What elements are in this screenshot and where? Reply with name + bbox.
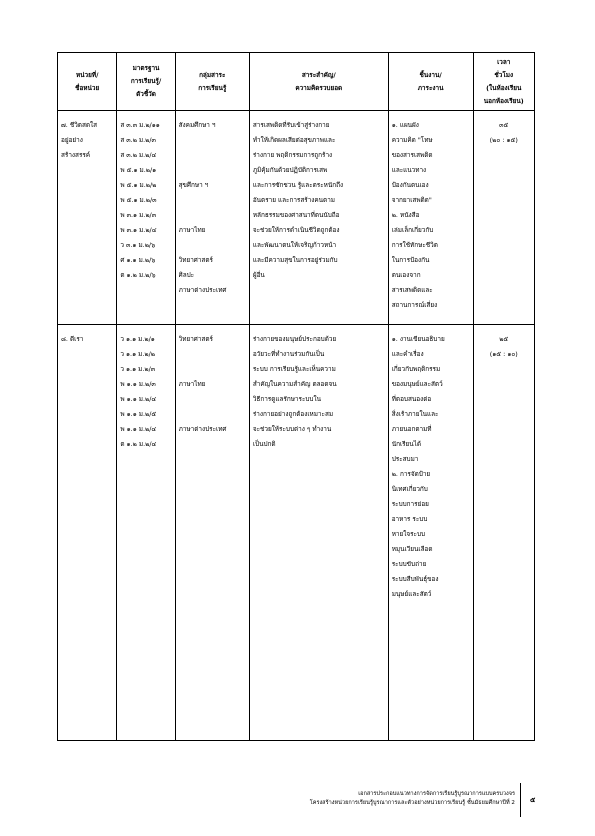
cell-line: ส ๓.๓ ม.๒/๑๑ <box>120 121 160 129</box>
cell-line <box>179 347 246 362</box>
cell-line: สร้างสรรค์ <box>61 151 91 159</box>
cell-line: และพัฒนาตนให้เจริญก้าวหน้า <box>252 241 337 249</box>
cell-line: อาหาร ระบบ <box>391 515 428 523</box>
cell-line: สถานการณ์เสี่ยง <box>391 301 438 309</box>
cell-line: สิ่งเร้าภายในและ <box>391 410 439 418</box>
cell-line: นิเทศเกี่ยวกับ <box>391 485 428 493</box>
cell-line: ประสบมา <box>391 455 419 463</box>
cell-line: วิทยาศาสตร์ <box>178 256 213 264</box>
table-header-row <box>58 53 535 111</box>
cell-line: ๗. ชีวิตสดใส <box>61 121 98 129</box>
cell-line: จะช่วยให้การดำเนินชีวิตถูกต้อง <box>252 226 340 234</box>
cell-line: เล่มเล็กเกี่ยวกับ <box>391 226 434 234</box>
cell-line <box>179 238 246 253</box>
cell-line: ระบบขับถ่าย <box>391 560 427 568</box>
cell-work <box>388 325 473 741</box>
cell-line: ส ๓.๒ ม.๒/๔ <box>120 151 157 159</box>
cell-line: ระบบ การเรียนรู้และเห็นความ <box>252 365 336 373</box>
footer-title: เอกสารประกอบแนวทางการจัดการเรียนรู้บูรณาการแบบครบวงจร <box>358 791 515 797</box>
cell-line: ป้องกันตนเอง <box>391 181 429 189</box>
cell-line: หลักธรรมของศาสนาที่ตนนับถือ <box>252 211 340 219</box>
cell-line: ระบบการย่อย <box>391 500 429 508</box>
cell-concept <box>249 325 388 741</box>
cell-line: ภาษาไทย <box>178 380 206 388</box>
cell-line: สารเสพติดที่รับเข้าสู่ร่างกาย <box>252 121 330 129</box>
cell-line: ว ๑.๑ ม.๒/๒ <box>120 350 155 358</box>
cell-subjects <box>175 325 249 741</box>
cell-line: ผู้อื่น <box>252 271 265 279</box>
cell-line: ๑. แผนผัง <box>391 121 419 129</box>
cell-line: ร่างกาย พฤติกรรมการถูกร้าง <box>252 151 333 159</box>
cell-line: อวัยวะที่ทำงานร่วมกันเป็น <box>252 350 325 358</box>
cell-unit <box>58 325 117 741</box>
cell-line: และแนวทาง <box>391 166 427 174</box>
cell-unit <box>58 111 117 325</box>
cell-subjects <box>175 111 249 325</box>
cell-line: นักเรียนได้ <box>391 440 422 448</box>
cell-standards <box>117 111 175 325</box>
cell-line: เกี่ยวกับพฤติกรรม <box>391 365 441 373</box>
cell-line: ต ๑.๒ ม.๒/๔ <box>120 440 157 448</box>
cell-line: ภายนอกตามที่ <box>391 425 432 433</box>
footer-subtitle: โครงสร้างหน่วยการเรียนรู้บูรณาการและตัวอย่างหน่วยการเรียนรู้ ชั้นมัธยมศึกษาปีที่ 2 <box>309 800 515 806</box>
cell-line: สารเสพติดและ <box>391 286 433 294</box>
cell-line: ว ๑.๑ ม.๒/๑ <box>120 335 155 343</box>
cell-line: พ ๓.๑ ม.๒/๓ <box>120 211 157 219</box>
cell-line: การใช้ทักษะชีวิต <box>391 241 438 249</box>
cell-line: ๒. การจัดป้าย <box>391 470 431 478</box>
cell-line: สุขศึกษา ฯ <box>178 181 209 189</box>
cell-line: ความคิด "โทษ <box>391 136 433 144</box>
header-standards: มาตรฐาน การเรียนรู้/ ตัวชี้วัด <box>117 53 175 111</box>
cell-line: จะช่วยให้ระบบต่าง ๆ ทำงาน <box>252 425 332 433</box>
cell-line: พ ๓.๑ ม.๒/๔ <box>120 226 157 234</box>
cell-line: ต ๑.๒ ม.๒/๖ <box>120 271 156 279</box>
cell-line: ของสารเสพติด <box>391 151 433 159</box>
cell-line: ตนเองจาก <box>391 271 421 279</box>
header-concept: สาระสำคัญ/ ความคิดรวบยอด <box>249 53 388 111</box>
cell-line: พ ๕.๑ ม.๒/๒ <box>120 181 157 189</box>
cell-line: ๑. งานเขียนอธิบาย <box>391 335 445 343</box>
cell-line: ร่างกายของมนุษย์ประกอบด้วย <box>252 335 337 343</box>
cell-line: จากยาเสพติด" <box>391 196 432 204</box>
table-row <box>58 325 535 741</box>
cell-line: ภาษาไทย <box>178 226 206 234</box>
cell-line: วิธีการดูแลรักษาระบบใน <box>252 395 321 403</box>
cell-line: ที่ตอบสนองต่อ <box>391 395 432 403</box>
cell-concept <box>249 111 388 325</box>
cell-line: สำคัญในความสำคัญ ตลอดจน <box>252 380 337 388</box>
cell-line <box>179 208 246 223</box>
curriculum-table <box>57 52 535 741</box>
cell-line: เป็นปกติ <box>252 440 276 448</box>
cell-line: พ ๑.๑ ม.๒/๓ <box>120 380 156 388</box>
page-footer <box>280 790 515 808</box>
cell-line: พ ๕.๑ ม.๒/๓ <box>120 196 157 204</box>
cell-line: ๒. หนังสือ <box>391 211 420 219</box>
cell-line: ระบบสืบพันธุ์ของ <box>391 575 439 583</box>
cell-line: (๑๕ : ๑๐) <box>489 350 518 358</box>
cell-time <box>473 111 535 325</box>
cell-line <box>179 392 246 407</box>
cell-line: ศ ๑.๑ ม.๒/๖ <box>120 256 156 264</box>
cell-line <box>179 362 246 377</box>
header-time: เวลา ชั่วโมง (ในห้องเรียน นอกห้องเรียน) <box>473 53 535 111</box>
page-number: ๕ <box>530 796 536 804</box>
cell-line: และคำเรื่อง <box>391 350 424 358</box>
cell-line: และมีความสุขในการอยู่ร่วมกับ <box>252 256 338 264</box>
table-row <box>58 111 535 325</box>
cell-line <box>179 133 246 148</box>
cell-line: ร่างกายอย่างถูกต้องเหมาะสม <box>252 410 334 418</box>
cell-line: ภูมิคุ้มกันด้วยปฏิบัติการเสพ <box>252 166 328 174</box>
cell-line: ภาษาต่างประเทศ <box>178 286 227 294</box>
cell-line: อยู่อย่าง <box>61 136 83 144</box>
cell-line: ทำให้เกิดผลเสียต่อสุขภาพและ <box>252 136 336 144</box>
cell-work <box>388 111 473 325</box>
cell-line: ๘. ดีเรา <box>61 335 84 343</box>
cell-line <box>179 407 246 422</box>
cell-time <box>473 325 535 741</box>
footer-divider <box>520 783 521 817</box>
header-work: ชิ้นงาน/ ภาระงาน <box>388 53 473 111</box>
cell-line <box>179 163 246 178</box>
cell-line: และการซักชวน รู้และตระหนักถึง <box>252 181 344 189</box>
cell-line: พ ๕.๑ ม.๒/๑ <box>120 166 157 174</box>
cell-standards <box>117 325 175 741</box>
cell-line: วิทยาศาสตร์ <box>178 335 213 343</box>
cell-line: ศิลปะ <box>178 271 195 279</box>
header-unit: หน่วยที่/ ชื่อหน่วย <box>58 53 117 111</box>
cell-line: พ ๑.๑ ม.๒/๕ <box>120 410 157 418</box>
cell-line: หายใจระบบ <box>391 530 426 538</box>
cell-line: มนุษย์และสัตว์ <box>391 590 432 598</box>
cell-line: พ ๑.๑ ม.๒/๔ <box>120 395 157 403</box>
cell-line: หมุนเวียนเลือด <box>391 545 433 553</box>
cell-line: ในการป้องกัน <box>391 256 430 264</box>
header-subject-group: กลุ่มสาระ การเรียนรู้ <box>175 53 249 111</box>
cell-line: ว ๓.๑ ม.๒/๖ <box>120 241 156 249</box>
cell-line: พ ๑.๑ ม.๒/๔ <box>120 425 157 433</box>
cell-line: ของมนุษย์และสัตว์ <box>391 380 443 388</box>
cell-line: ว ๑.๑ ม.๒/๓ <box>120 365 156 373</box>
cell-line: ภาษาต่างประเทศ <box>178 425 227 433</box>
cell-line: ส ๓.๒ ม.๒/๓ <box>120 136 156 144</box>
cell-line <box>179 148 246 163</box>
cell-line: อันตราย และการสร้างคนตาม <box>252 196 335 204</box>
cell-line <box>179 193 246 208</box>
cell-line: (๒๐ : ๑๕) <box>489 136 518 144</box>
cell-line: ๓๕ <box>499 121 509 129</box>
cell-line: สังคมศึกษา ฯ <box>178 121 216 129</box>
cell-line: ๒๕ <box>499 335 509 343</box>
